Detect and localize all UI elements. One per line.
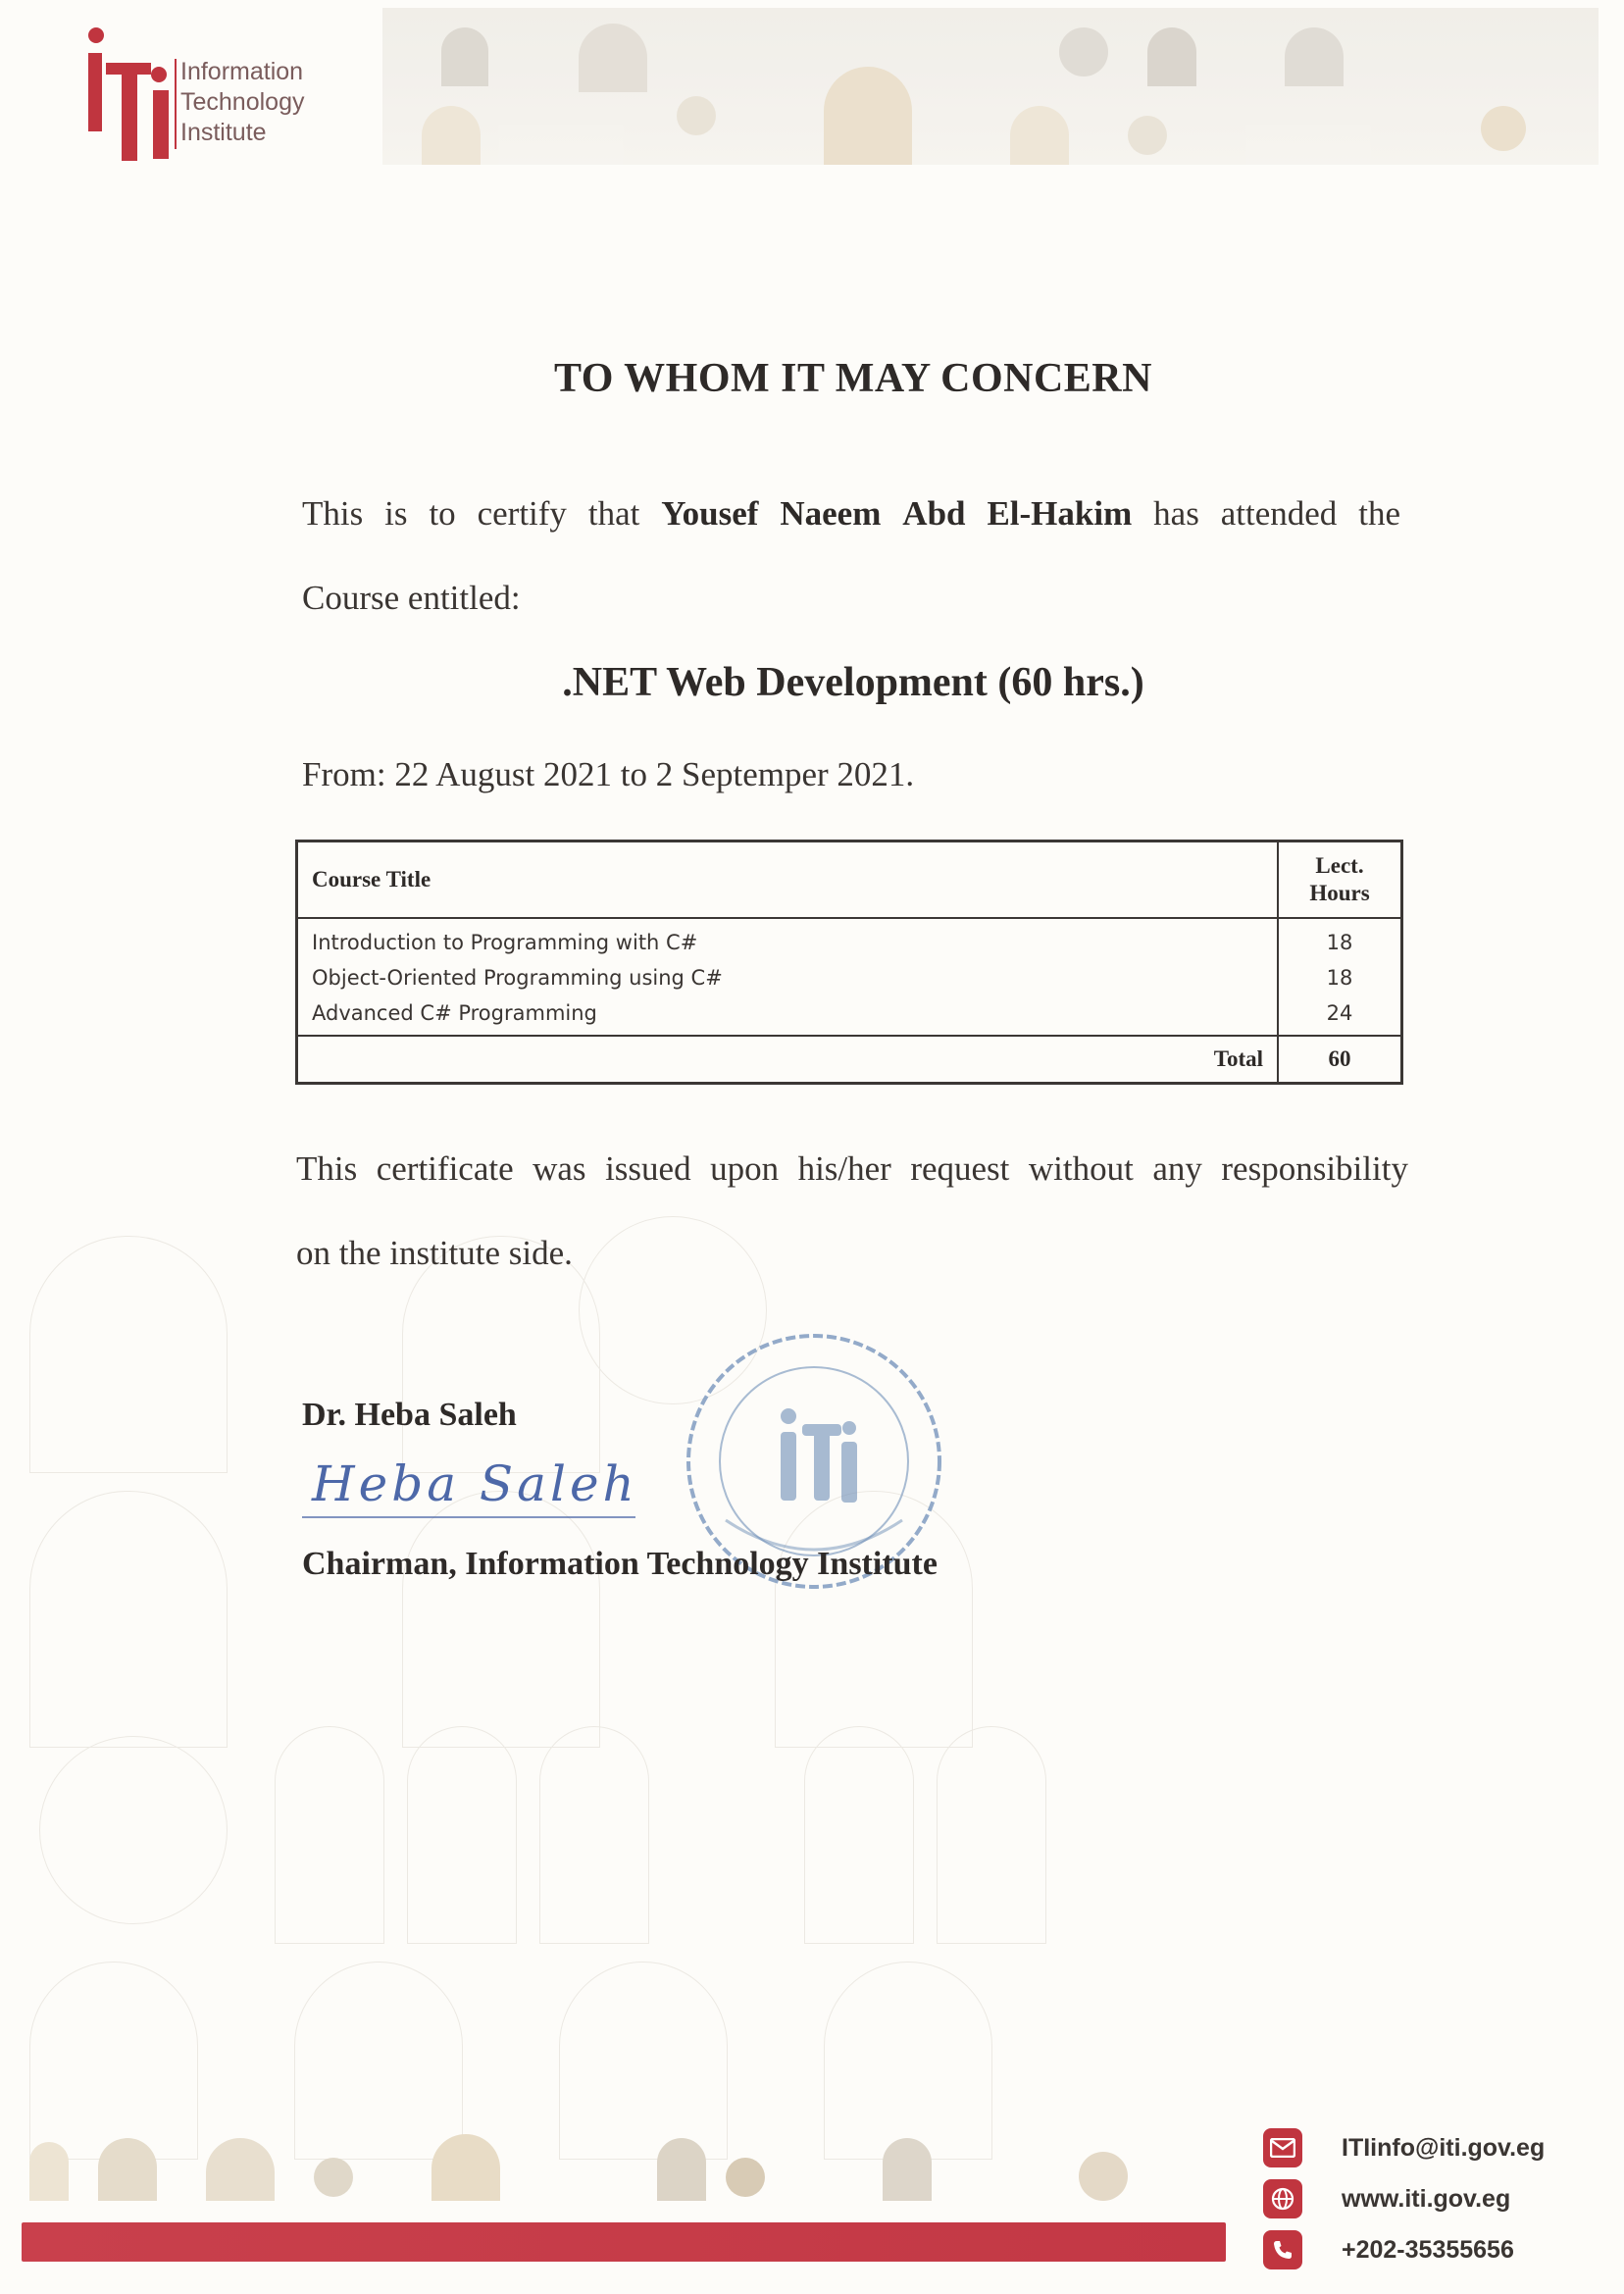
table-total-row xyxy=(297,1036,1402,1084)
phone-text: +202-35355656 xyxy=(1342,2235,1514,2264)
certify-word: This xyxy=(302,494,364,533)
table-row xyxy=(297,995,1402,1036)
total-label: Total xyxy=(297,1036,1279,1084)
logo-line-2: Technology xyxy=(180,88,305,116)
contact-block xyxy=(1263,2122,1545,2275)
signature-underline xyxy=(302,1516,635,1518)
globe-icon xyxy=(1263,2179,1302,2218)
student-name-word: Abd xyxy=(902,494,966,533)
certify-word: attended xyxy=(1220,494,1338,533)
disclaimer-word: any xyxy=(1152,1149,1202,1188)
course-table xyxy=(295,840,1403,1085)
course-title-cell: Introduction to Programming with C# xyxy=(297,918,1279,960)
table-row xyxy=(297,960,1402,995)
course-title-cell: Object-Oriented Programming using C# xyxy=(297,960,1279,995)
hours-header-line-1: Lect. xyxy=(1315,853,1364,878)
disclaimer-word: certificate xyxy=(376,1149,514,1188)
table-row xyxy=(297,918,1402,960)
disclaimer-word: responsibility xyxy=(1221,1149,1408,1188)
contact-email[interactable] xyxy=(1263,2122,1545,2173)
course-hours-cell: 24 xyxy=(1326,1001,1353,1025)
course-hours-cell: 18 xyxy=(1326,931,1353,954)
logo-line-3: Institute xyxy=(180,119,267,146)
disclaimer-word: without xyxy=(1028,1149,1134,1188)
signatory-title: Chairman, Information Technology Institute xyxy=(302,1546,938,1582)
phone-icon xyxy=(1263,2230,1302,2269)
signatory-name: Dr. Heba Saleh xyxy=(302,1397,517,1433)
table-header-row xyxy=(297,841,1402,919)
signature xyxy=(312,1455,638,1512)
disclaimer-line-1 xyxy=(296,1149,1408,1189)
certify-word: certify xyxy=(477,494,567,533)
course-title-cell: Advanced C# Programming xyxy=(297,995,1279,1036)
email-text: ITIinfo@iti.gov.eg xyxy=(1342,2133,1546,2162)
certify-word: has xyxy=(1153,494,1199,533)
date-range: From: 22 August 2021 to 2 Septemper 2021. xyxy=(302,755,915,793)
contact-phone[interactable] xyxy=(1263,2224,1545,2275)
signature-script: Heba Saleh xyxy=(312,1455,638,1512)
course-hours-cell: 18 xyxy=(1326,966,1353,990)
disclaimer-word: request xyxy=(910,1149,1010,1188)
disclaimer-word: upon xyxy=(710,1149,780,1188)
certify-word: that xyxy=(587,494,640,533)
course-name: .NET Web Development (60 hrs.) xyxy=(562,660,1144,705)
certify-statement xyxy=(302,494,1400,534)
footer-pattern xyxy=(20,2118,1226,2203)
course-entitled-label: Course entitled: xyxy=(302,579,521,617)
mail-icon xyxy=(1263,2128,1302,2167)
contact-website[interactable] xyxy=(1263,2173,1545,2224)
disclaimer-line-2: on the institute side. xyxy=(296,1234,573,1272)
hours-header-line-2: Hours xyxy=(1309,881,1370,905)
disclaimer-word: This xyxy=(296,1149,358,1188)
certify-word: the xyxy=(1358,494,1400,533)
document-title: TO WHOM IT MAY CONCERN xyxy=(554,356,1152,401)
total-value: 60 xyxy=(1278,1036,1402,1084)
logo-wordmark xyxy=(180,57,304,148)
student-name-word: Yousef xyxy=(661,494,759,533)
website-text: www.iti.gov.eg xyxy=(1342,2184,1511,2213)
student-name-word: El-Hakim xyxy=(987,494,1133,533)
disclaimer-word: was xyxy=(533,1149,586,1188)
iti-logo-mark xyxy=(82,24,180,161)
logo-line-1: Information xyxy=(180,58,304,85)
column-header-hours xyxy=(1278,841,1402,919)
disclaimer-word: issued xyxy=(605,1149,691,1188)
certify-word: is xyxy=(384,494,408,533)
footer-red-bar xyxy=(22,2222,1226,2262)
disclaimer-word: his/her xyxy=(797,1149,891,1188)
student-name-word: Naeem xyxy=(780,494,882,533)
column-header-title: Course Title xyxy=(297,841,1279,919)
certify-word: to xyxy=(429,494,456,533)
header-pattern xyxy=(382,8,1599,165)
